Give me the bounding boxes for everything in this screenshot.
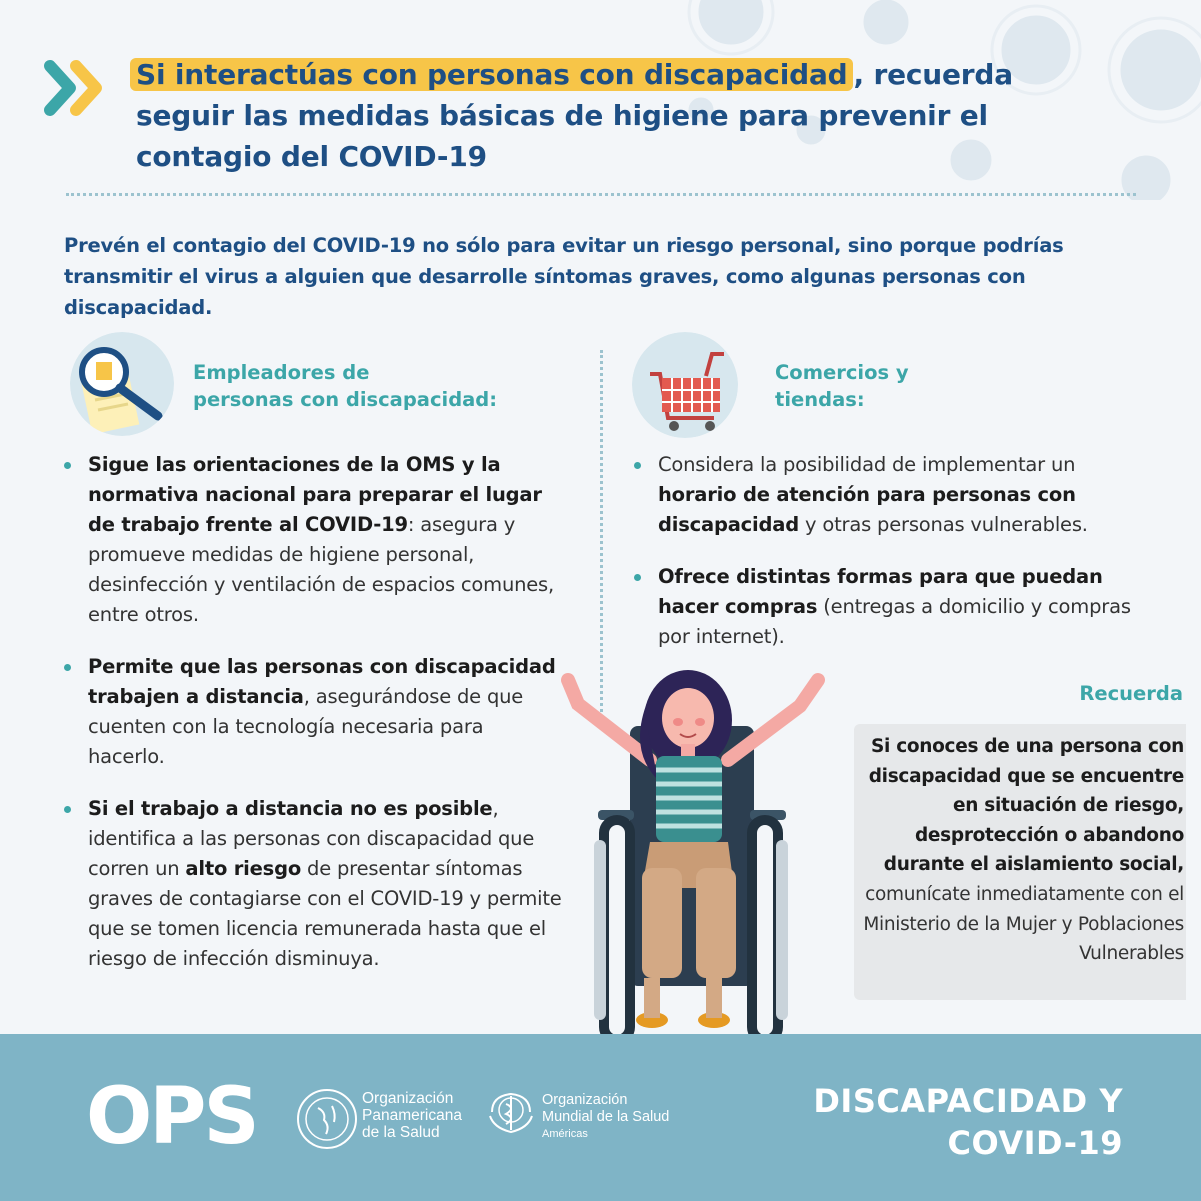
chevron-double-icon (44, 60, 110, 116)
intro-text: Prevén el contagio del COVID-19 no sólo para evitar un riesgo personal, sino porque podrías transmitir el virus a alguien que desarrolle síntomas graves, como algunas personas con discapacidad. (64, 234, 1064, 319)
item-bold-text: Ofrece distintas formas para que puedan hacer compras (658, 565, 1103, 618)
campaign-title (813, 1080, 1123, 1164)
list-item (66, 450, 566, 630)
title-rest: , recuerda seguir las medidas básicas de higiene para prevenir el contagio del COVID-19 (136, 58, 1013, 173)
stores-list (636, 450, 1156, 674)
page-title (136, 54, 1096, 177)
paho-name (362, 1090, 462, 1141)
reminder-bold-text: Si conoces de una persona con discapacidad que se encuentre en situación de riesgo, desprotección o abandono durante el aislamiento social, (868, 736, 1184, 876)
employers-section-title (193, 359, 497, 413)
item-text: , asegurándose de que cuenten con la tecnología necesaria para hacerlo. (88, 685, 524, 768)
employers-title-line2: personas con discapacidad: (193, 388, 498, 411)
item-text: , identifica a las personas con discapacidad que corren un (88, 797, 535, 880)
employers-list (66, 450, 566, 996)
stores-section-title (775, 359, 909, 413)
list-item (636, 450, 1156, 540)
campaign-title-line2: COVID-19 (947, 1124, 1123, 1162)
paho-name-line1: Organización (362, 1090, 454, 1107)
list-item (636, 562, 1156, 652)
who-name (542, 1092, 669, 1143)
item-text: (entregas a domicilio y compras por internet). (658, 595, 1131, 648)
who-name-line2: Mundial de la Salud (542, 1109, 670, 1125)
employers-title-line1: Empleadores de (193, 361, 370, 384)
item-bold-text: alto riesgo (185, 857, 302, 880)
who-emblem-icon (484, 1090, 538, 1134)
who-region: Américas (542, 1128, 588, 1140)
paho-name-line2: Panamericana (362, 1107, 462, 1124)
list-item (66, 652, 566, 772)
item-text: Considera la posibilidad de implementar un (658, 453, 1076, 476)
who-name-line1: Organización (542, 1092, 628, 1108)
title-highlight: Si interactúas con personas con discapacidad (130, 58, 853, 91)
item-bold-text: Si el trabajo a distancia no es posible (88, 797, 493, 820)
list-item (66, 794, 566, 974)
shopping-cart-icon (632, 332, 738, 438)
stores-title-line1: Comercios y (775, 361, 909, 384)
item-text: y otras personas vulnerables. (799, 513, 1088, 536)
item-bold-text: horario de atención para personas con discapacidad (658, 483, 1076, 536)
ops-logo-text: OPS (86, 1072, 257, 1162)
item-text: de presentar síntomas graves de contagiarse con el COVID-19 y permite que se tomen licencia remunerada hasta que el riesgo de infección disminuya. (88, 857, 562, 970)
magnifier-document-icon (70, 332, 174, 436)
paho-name-line3: de la Salud (362, 1124, 440, 1141)
campaign-title-line1: DISCAPACIDAD Y (813, 1082, 1123, 1120)
woman-wheelchair-illustration (538, 660, 838, 1050)
reminder-box (854, 724, 1186, 1000)
item-text: : asegura y promueve medidas de higiene personal, desinfección y ventilación de espacios comunes, entre otros. (88, 513, 555, 626)
item-bold-text: Sigue las orientaciones de la OMS y la normativa nacional para preparar el lugar de trabajo frente al COVID-19 (88, 453, 542, 536)
divider (66, 193, 1136, 196)
reminder-text: comunícate inmediatamente con el Ministerio de la Mujer y Poblaciones Vulnerables (863, 883, 1184, 965)
paho-emblem-icon (296, 1088, 358, 1150)
item-bold-text: Permite que las personas con discapacidad trabajen a distancia (88, 655, 556, 708)
stores-title-line2: tiendas: (775, 388, 865, 411)
reminder-title: Recuerda (1079, 682, 1183, 705)
